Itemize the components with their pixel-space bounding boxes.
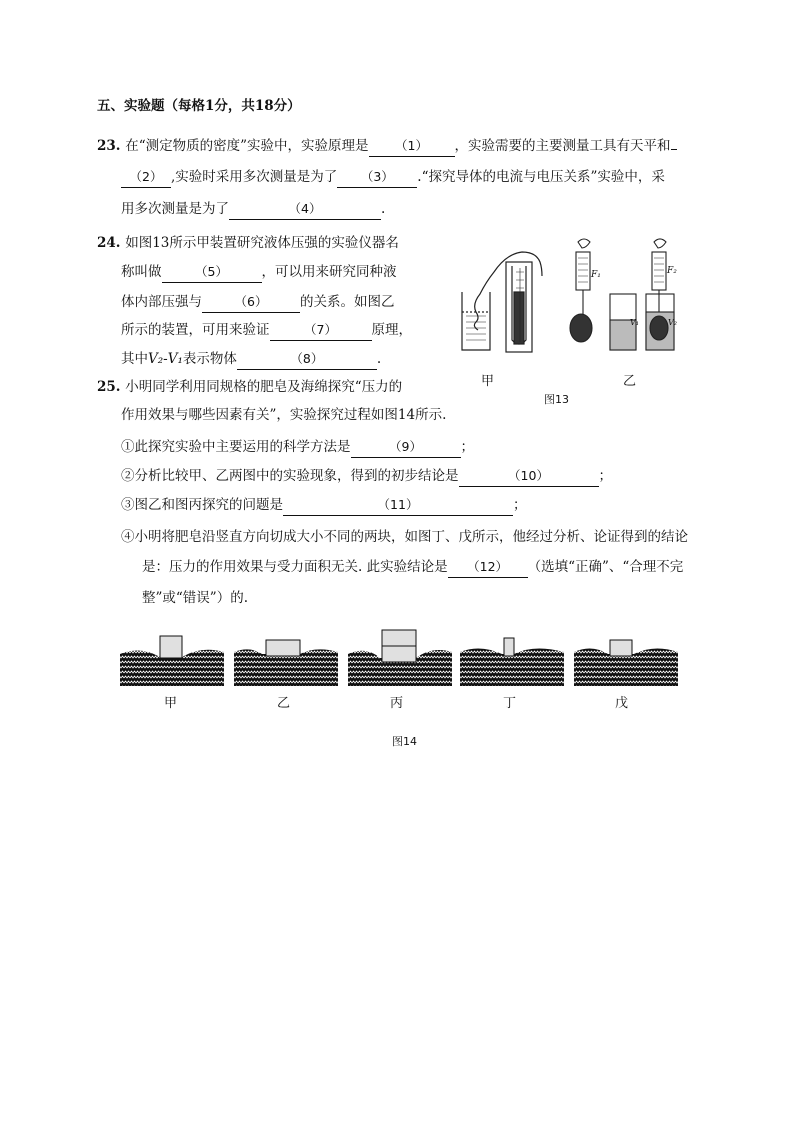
fig13-label-yi: 乙 <box>623 374 637 389</box>
answer-blank-9[interactable]: （9） <box>351 437 461 458</box>
answer-blank-10[interactable]: （10） <box>459 466 599 487</box>
answer-blank-7[interactable]: （7） <box>270 320 372 341</box>
q23-line-3: 用多次测量是为了 （4） . <box>121 199 385 220</box>
q25-sub-4: ④小明将肥皂沿竖直方向切成大小不同的两块，如图丁、戊所示，他经过分析、论证得到的结论 <box>121 529 688 545</box>
answer-blank-1[interactable]: （1） <box>369 136 455 157</box>
fig13-label-jia: 甲 <box>481 374 495 389</box>
q24-line-4: 所示的装置，可用来验证 （7） 原理， <box>121 320 412 341</box>
fig14-caption: 图14 <box>392 735 417 748</box>
label-v2: V₂ <box>668 318 677 327</box>
q25-sub-2: ②分析比较甲、乙两图中的实验现象，得到的初步结论是 （10） ； <box>121 466 612 487</box>
figure-14-sponges <box>118 630 708 690</box>
label-f1: F₁ <box>591 270 601 280</box>
fig14-label-1: 甲 <box>164 696 178 711</box>
q24-line-2: 称叫做 （5） ，可以用来研究同种液 <box>121 262 397 283</box>
answer-blank-12[interactable]: （12） <box>448 557 528 578</box>
figure-13-apparatus <box>450 232 720 362</box>
answer-blank-2[interactable]: （2） <box>121 167 171 188</box>
label-v1: V₁ <box>630 318 639 327</box>
q25-sub-4-cont: 是：压力的作用效果与受力面积无关. 此实验结论是 （12） （选填“正确”、“合理不完 <box>142 557 683 578</box>
q23-line-1: 23. 在“测定物质的密度”实验中，实验原理是 （1） ，实验需要的主要测量工具有天平和 <box>97 136 677 157</box>
question-number: 24 <box>97 235 116 251</box>
answer-blank-5[interactable]: （5） <box>162 262 262 283</box>
answer-blank-11[interactable]: （11） <box>283 495 513 516</box>
fig14-label-3: 丙 <box>390 696 404 711</box>
answer-blank-6[interactable]: （6） <box>202 292 300 313</box>
q25-line-2: 作用效果与哪些因素有关”，实验探究过程如图14所示. <box>121 407 447 423</box>
label-f2: F₂ <box>667 266 677 276</box>
q25-line-1: 25. 小明同学利用同规格的肥皂及海绵探究“压力的 <box>97 379 403 395</box>
answer-blank-8[interactable]: （8） <box>237 349 377 370</box>
q24-line-5: 其中V₂-V₁表示物体 （8） . <box>121 349 381 370</box>
q24-line-1: 24. 如图13所示甲装置研究液体压强的实验仪器名 <box>97 235 399 251</box>
fig13-caption: 图13 <box>544 393 569 406</box>
fig14-label-2: 乙 <box>277 696 291 711</box>
question-number: 25 <box>97 379 116 395</box>
q24-line-3: 体内部压强与 （6） 的关系。如图乙 <box>121 292 395 313</box>
q23-line-2: （2） ,实验时采用多次测量是为了 （3） .“探究导体的电流与电压关系”实验中，采 <box>121 167 665 188</box>
q25-sub-4-end: 整”或“错误”）的. <box>142 590 248 606</box>
fig14-label-5: 戊 <box>615 696 629 711</box>
answer-blank-3[interactable]: （3） <box>337 167 417 188</box>
section-title: 五、实验题（每格1分，共18分） <box>97 98 301 114</box>
q25-sub-3: ③图乙和图丙探究的问题是 （11） ； <box>121 495 527 516</box>
fig14-label-4: 丁 <box>503 696 517 711</box>
question-number: 23 <box>97 138 116 154</box>
answer-blank-4[interactable]: （4） <box>229 199 381 220</box>
q25-sub-1: ①此探究实验中主要运用的科学方法是 （9） ； <box>121 437 474 458</box>
